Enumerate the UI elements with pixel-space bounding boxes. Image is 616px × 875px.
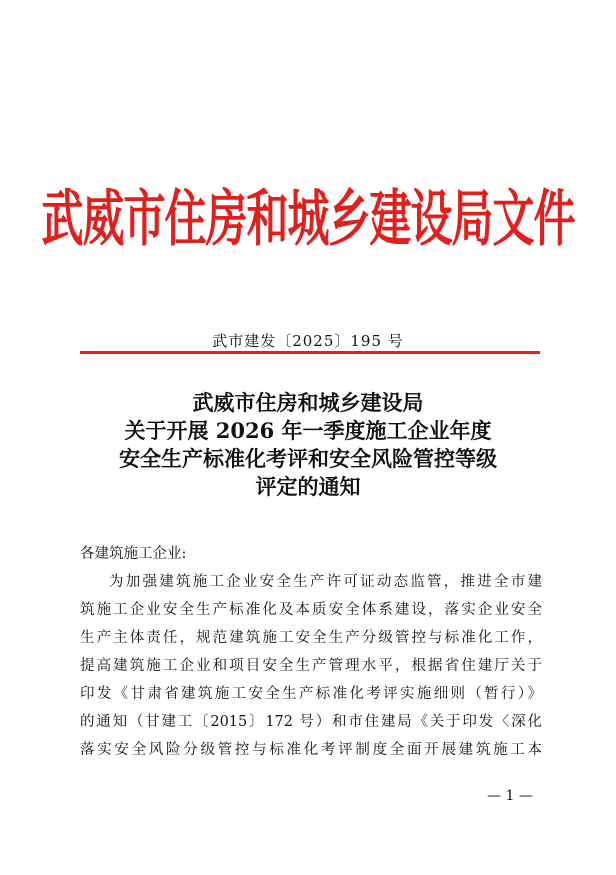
body-line: 印发《甘肃省建筑施工安全生产标准化考评实施细则（暂行）》 [80,686,542,702]
body-line: 落实安全风险分级管控与标准化考评制度全面开展建筑施工本 [80,742,542,758]
title-line: 关于开展 2026 年一季度施工企业年度 [124,418,492,443]
body-line: 为加强建筑施工企业安全生产许可证动态监管，推进全市建 [109,574,542,590]
document-masthead: 武威市住房和城乡建设局文件 [41,183,575,255]
red-separator-rule [80,351,540,354]
document-number: 武市建发〔2025〕195 号 [212,332,404,350]
body-line: 筑施工企业安全生产标准化及本质安全体系建设，落实企业安全 [80,602,542,618]
title-line: 评定的通知 [255,474,361,499]
salutation: 各建筑施工企业: [80,546,187,562]
body-line: 的通知（甘建工〔2015〕172 号）和市住建局《关于印发〈深化 [80,714,542,730]
body-line: 生产主体责任，规范建筑施工安全生产分级管控与标准化工作， [80,630,542,646]
document-title [40,389,576,501]
body-paragraph [80,568,542,764]
title-line: 安全生产标准化考评和安全风险管控等级 [119,446,497,471]
page-number: — 1 — [487,788,533,804]
title-line: 武威市住房和城乡建设局 [192,390,424,415]
body-line: 提高建筑施工企业和项目安全生产管理水平，根据省住建厅关于 [80,658,542,674]
document-body [80,540,542,764]
